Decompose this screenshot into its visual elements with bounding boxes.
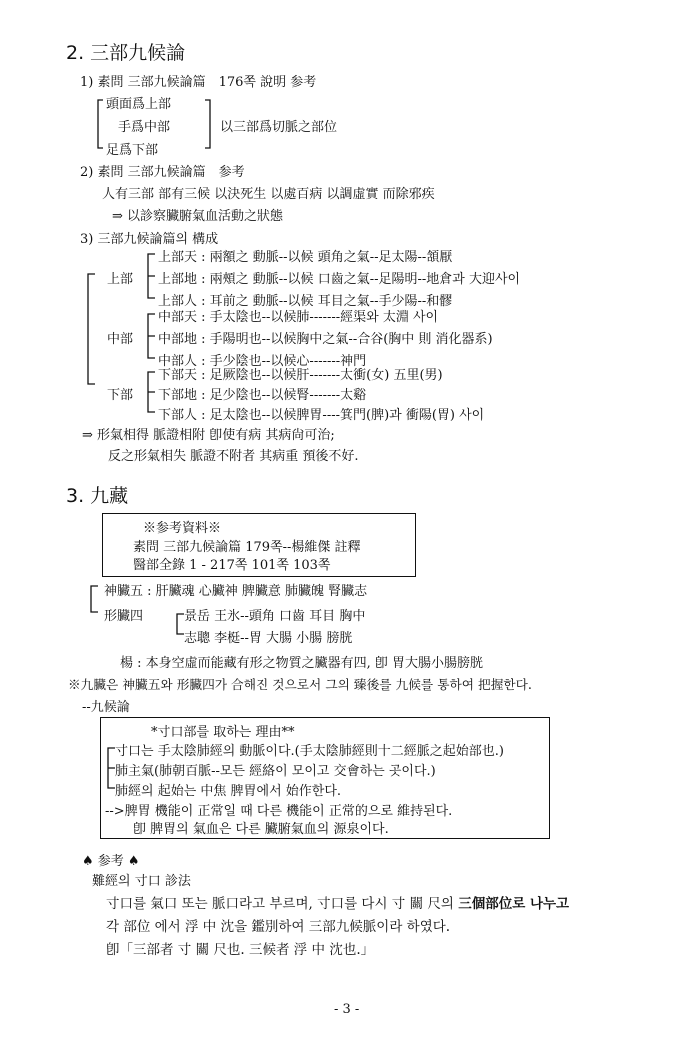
nine-organs-summary: ※九臟은 神臟五와 形臟四가 合해진 것으로서 그의 臻後를 九候를 통하여 把握한다. xyxy=(68,677,532,692)
row-upper-earth: 上部地 : 兩頰之 動脈--以候 口齒之氣--足陽明--地倉과 大迎사이 xyxy=(158,272,521,287)
reason-line-2: 肺主氣(肺朝百脈--모든 經絡이 모이고 交會하는 곳이다.) xyxy=(115,764,436,779)
reference-para-line-3: 卽「三部者 寸 關 尺也. 三候者 浮 中 沈也.」 xyxy=(106,942,375,958)
spirit-organs-row: 神臟五 : 肝臟魂 心臟神 脾臟意 肺臟魄 腎臟志 xyxy=(104,584,368,599)
tree-1-lower: 足爲下部 xyxy=(106,143,159,158)
item-1-title: 1) 素問 三部九候論篇 176쪽 說明 参考 xyxy=(80,75,317,90)
form-organs-row-1: 景岳 王氷--頭角 口齒 耳目 胸中 xyxy=(184,609,366,624)
reason-box-title: *寸口部를 取하는 理由** xyxy=(151,725,295,740)
tree-1-middle: 手爲中部 xyxy=(118,120,171,135)
reference-title: ♠ 参考 ♠ xyxy=(82,854,140,869)
row-middle-heaven: 中部天 : 手太陰也--以候肺-------經渠와 太淵 사이 xyxy=(158,310,439,325)
item-2-title: 2) 素問 三部九候論篇 参考 xyxy=(80,165,245,180)
tree-1-upper: 頭面爲上部 xyxy=(106,97,172,112)
tree-1-note: 以三部爲切脈之部位 xyxy=(220,120,338,135)
yang-note: 楊 : 本身空虛而能藏有形之物質之臟器有四, 卽 胃大腸小腸膀胱 xyxy=(120,656,484,671)
reference-para-emphasis: 三個部位로 나누고 xyxy=(458,896,570,912)
reason-box xyxy=(100,717,550,839)
form-organs-row-2: 志聰 李梃--胃 大腸 小腸 膀胱 xyxy=(184,631,353,646)
reference-para-line-2: 각 部位 에서 浮 中 沈을 鑑別하여 三部九候脈이라 하였다. xyxy=(106,919,451,935)
nine-organs-summary-source: --九候論 xyxy=(82,700,130,715)
reference-box xyxy=(102,513,416,577)
reference-subtitle: 難經의 寸口 診法 xyxy=(92,874,191,889)
row-lower-human: 下部人 : 足太陰也--以候脾胃----箕門(脾)과 衝陽(胃) 사이 xyxy=(158,408,485,423)
page-number: - 3 - xyxy=(334,1002,360,1017)
item-3-title: 3) 三部九候論篇의 構成 xyxy=(80,232,219,247)
reference-box-line-2: 醫部全錄 1 - 217쪽 101쪽 103쪽 xyxy=(133,558,331,573)
row-middle-human: 中部人 : 手少陰也--以候心-------神門 xyxy=(158,354,367,369)
row-lower-heaven: 下部天 : 足厥陰也--以候肝-------太衝(女) 五里(男) xyxy=(158,368,443,383)
reason-line-5: 卽 脾胃의 氣血은 다른 臟腑氣血의 源泉이다. xyxy=(133,822,389,837)
reference-para-line-1a xyxy=(106,892,569,912)
form-organs-label: 形臟四 xyxy=(104,609,144,624)
row-lower-earth: 下部地 : 足少陰也--以候腎-------太谿 xyxy=(158,388,367,403)
conclusion-line-2: 反之形氣相失 脈證不附者 其病重 預後不好. xyxy=(108,449,359,464)
section-3-heading: 3. 九藏 xyxy=(66,485,129,507)
row-upper-human: 上部人 : 耳前之 動脈--以候 耳目之氣--手少陽--和髎 xyxy=(158,294,453,309)
reference-para-text: 寸口를 氣口 또는 脈口라고 부르며, 寸口를 다시 寸 關 尺의 xyxy=(106,896,454,912)
item-2-text: 人有三部 部有三候 以決死生 以處百病 以調虛實 而除邪疾 xyxy=(102,187,435,202)
item-2-arrow: ⇒ 以診察臟腑氣血活動之狀態 xyxy=(112,209,284,224)
reason-line-1: 寸口는 手太陰肺經의 動脈이다.(手太陰肺經則十二經脈之起始部也.) xyxy=(115,744,504,759)
reason-line-3: 肺經의 起始는 中焦 脾胃에서 始作한다. xyxy=(115,784,342,799)
reference-box-line-1: 素問 三部九候論篇 179쪽--楊維傑 註釋 xyxy=(133,540,361,555)
reference-box-title: ※参考資料※ xyxy=(143,521,222,536)
reason-line-4: -->脾胃 機能이 正常일 때 다른 機能이 正常的으로 維持된다. xyxy=(105,804,453,819)
row-middle-earth: 中部地 : 手陽明也--以候胸中之氣--合谷(胸中 則 消化器系) xyxy=(158,332,493,347)
row-upper-heaven: 上部天 : 兩額之 動脈--以候 頭角之氣--足太陽--頷厭 xyxy=(158,250,453,265)
group-label-middle: 中部 xyxy=(107,332,134,347)
section-2-heading: 2. 三部九候論 xyxy=(66,42,186,64)
group-label-lower: 下部 xyxy=(107,388,134,403)
conclusion-line-1: ⇒ 形氣相得 脈證相附 卽使有病 其病尙可治; xyxy=(82,428,335,443)
group-label-upper: 上部 xyxy=(107,272,134,287)
